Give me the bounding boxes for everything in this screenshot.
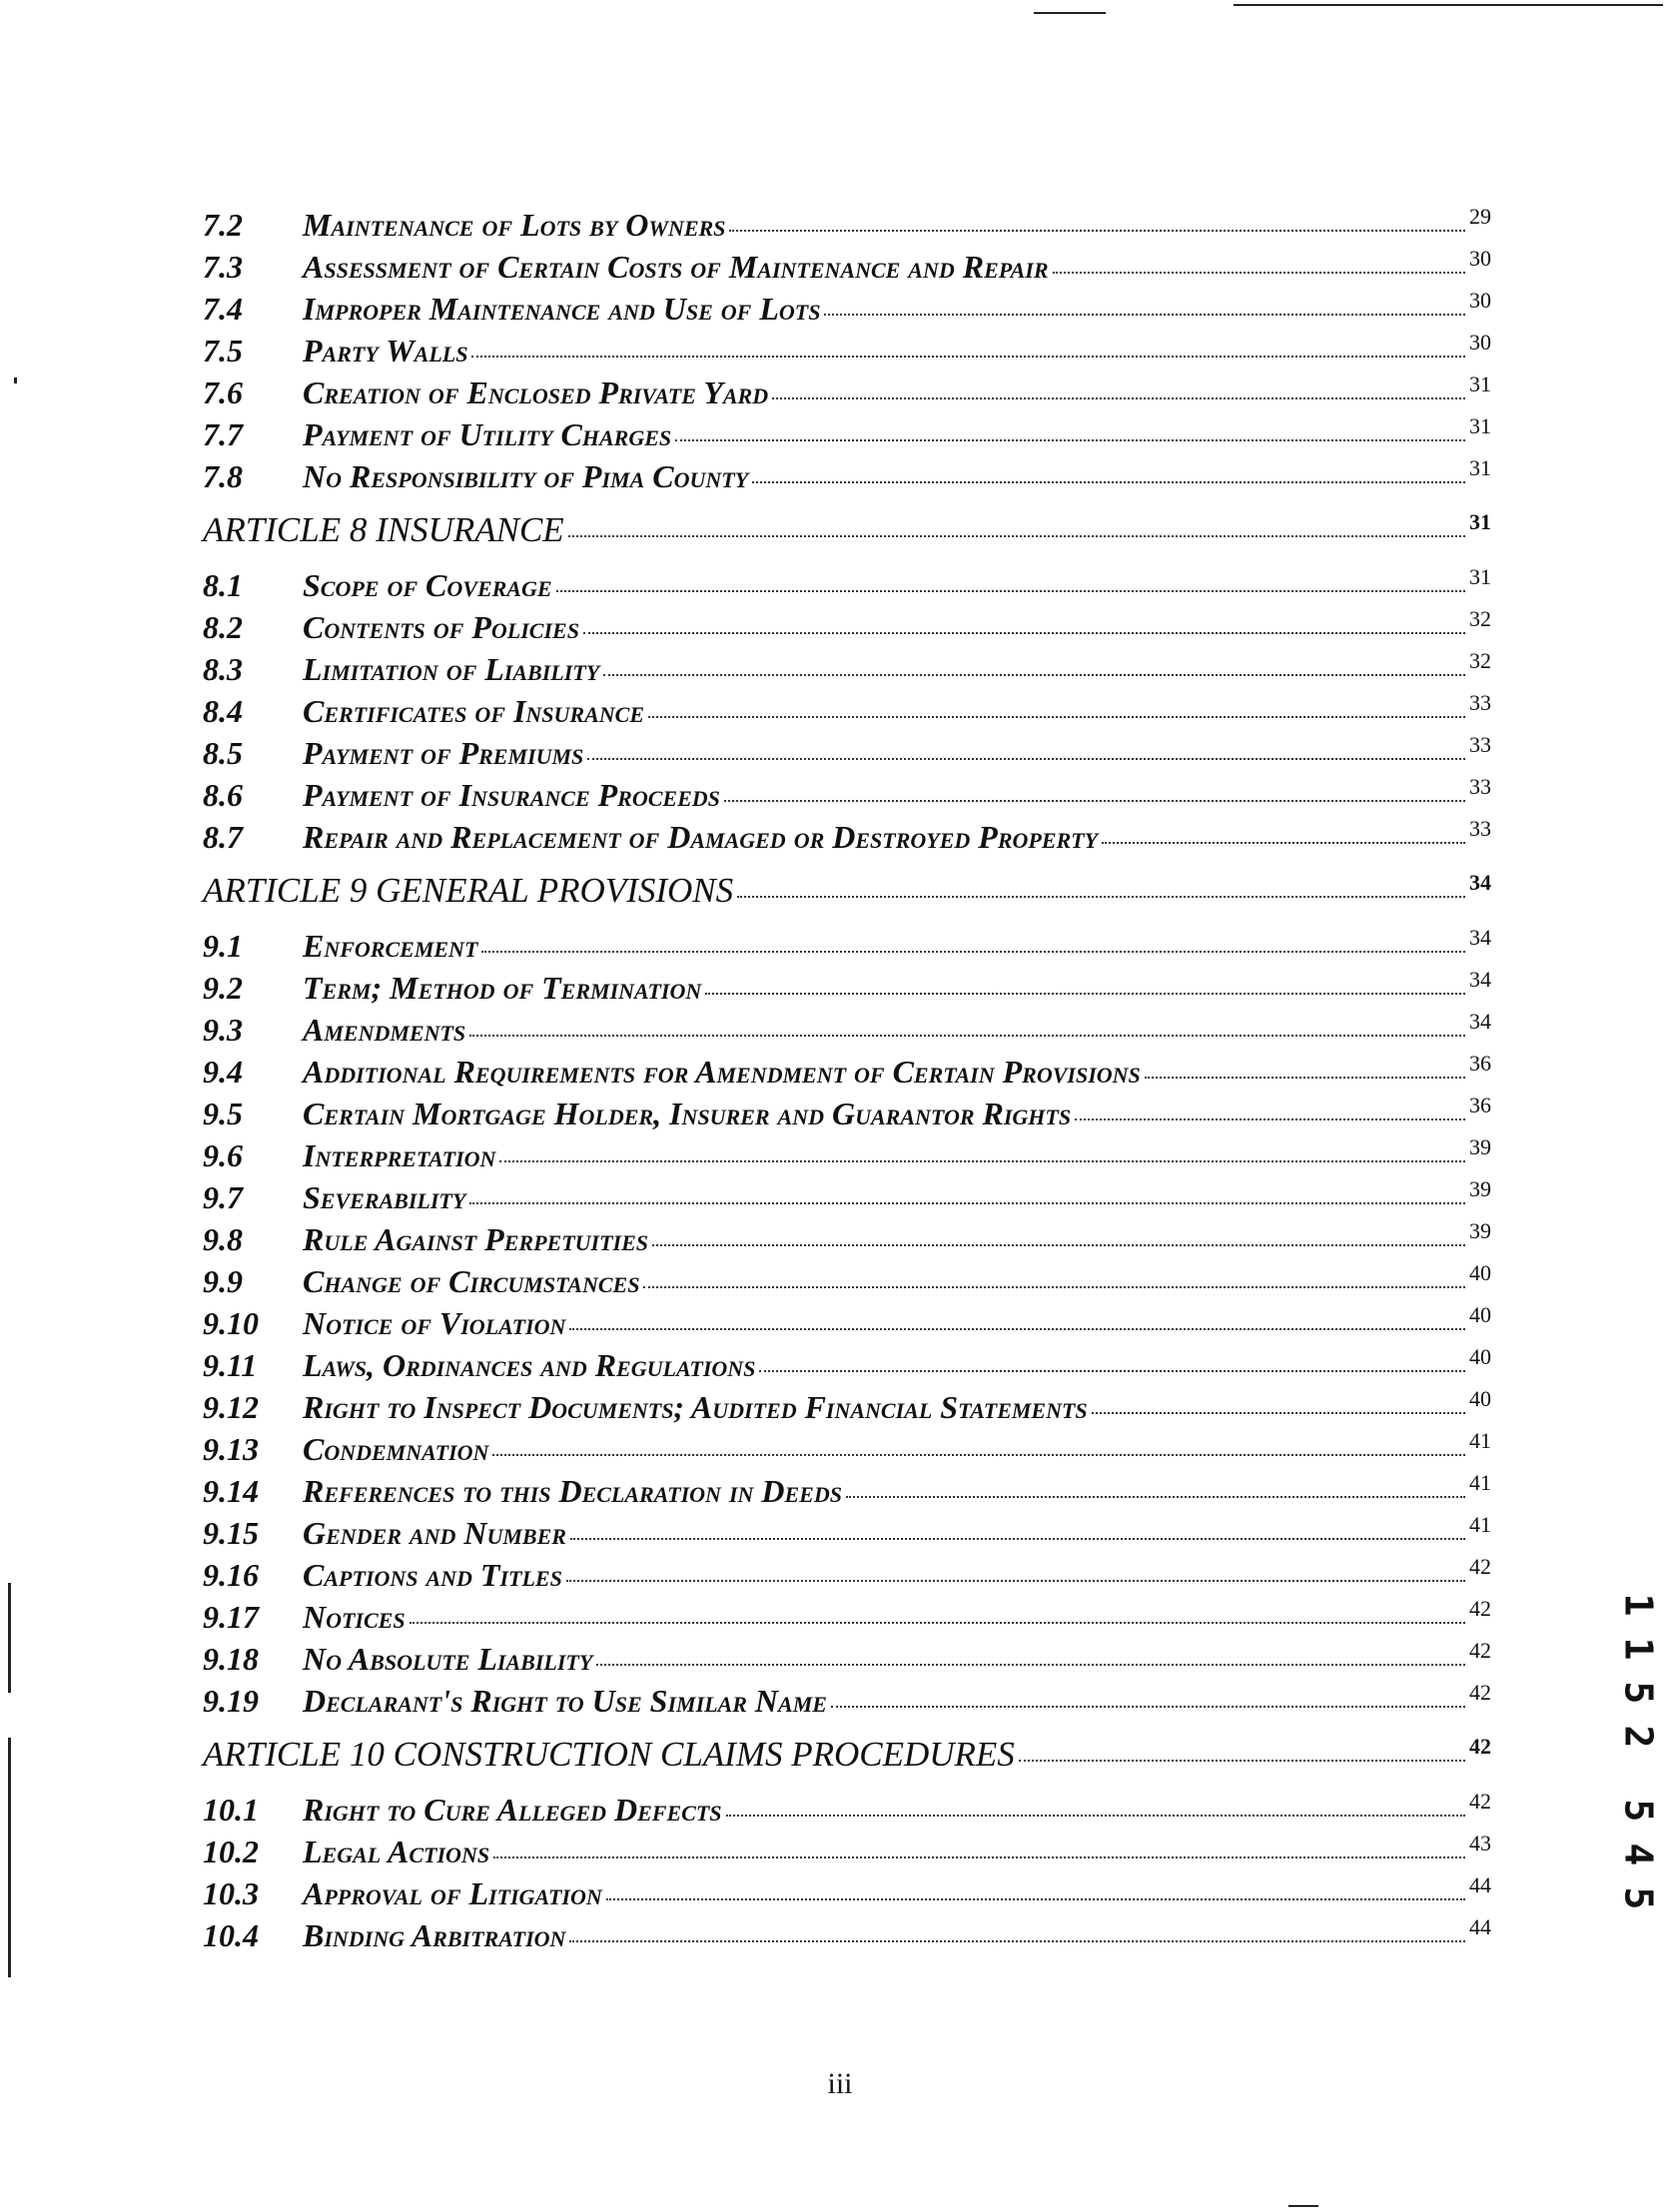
toc-entry: [203, 648, 1491, 693]
section-number: 9.9: [203, 1263, 243, 1299]
toc-article: [203, 871, 1491, 921]
toc-entry: [203, 1176, 1491, 1221]
dot-leader: [1075, 1118, 1465, 1120]
page-ref: 30: [1469, 330, 1491, 355]
dot-leader: [603, 674, 1465, 676]
toc-entry: [203, 246, 1491, 291]
section-number: 7.7: [203, 416, 243, 452]
section-title: Limitation of Liability: [303, 651, 600, 687]
dot-leader: [587, 758, 1465, 760]
section-title: Captions and Titles: [303, 1557, 562, 1593]
page-ref: 32: [1469, 648, 1491, 673]
page-ref: 40: [1469, 1302, 1491, 1327]
dot-leader: [606, 1898, 1465, 1900]
scan-line-bottom: [1288, 2205, 1318, 2207]
toc-entry: [203, 288, 1491, 333]
toc-entry: [203, 371, 1491, 416]
scan-line-top-right: [1234, 4, 1663, 6]
toc-entry: [203, 606, 1491, 651]
section-number: 9.3: [203, 1012, 243, 1048]
section-number: 9.16: [203, 1557, 259, 1593]
section-number: 9.6: [203, 1137, 243, 1173]
section-number: 9.10: [203, 1305, 259, 1341]
dot-leader: [846, 1496, 1465, 1498]
section-number: 8.4: [203, 693, 243, 729]
toc-entry: [203, 816, 1491, 861]
toc-entry: [203, 690, 1491, 735]
dot-leader: [469, 1035, 1465, 1037]
dot-leader: [1019, 1760, 1465, 1762]
section-title: Term; Method of Termination: [303, 970, 702, 1006]
dot-leader: [481, 951, 1465, 953]
page-ref: 33: [1469, 774, 1491, 799]
dot-leader: [469, 1202, 1465, 1204]
page-ref: 33: [1469, 690, 1491, 715]
dot-leader: [643, 1286, 1465, 1288]
dot-leader: [570, 1538, 1465, 1540]
toc-entry: [203, 1260, 1491, 1305]
section-title: Scope of Coverage: [303, 567, 552, 603]
page-ref: 34: [1469, 1009, 1491, 1034]
scan-line-left-lower: [8, 1738, 11, 1977]
dot-leader: [724, 800, 1465, 802]
section-number: 9.14: [203, 1473, 259, 1509]
page-ref: 32: [1469, 606, 1491, 631]
page-ref: 39: [1469, 1176, 1491, 1201]
stamp-char: 5: [1615, 1799, 1660, 1823]
toc-entry: [203, 925, 1491, 970]
section-title: References to this Declaration in Deeds: [303, 1473, 842, 1509]
section-number: 7.3: [203, 249, 243, 285]
page-ref: 31: [1469, 509, 1491, 534]
section-title: Repair and Replacement of Damaged or Destroyed Property: [303, 819, 1099, 855]
section-title: Enforcement: [303, 928, 478, 964]
section-number: 8.5: [203, 735, 243, 771]
toc-entry: [203, 1218, 1491, 1263]
dot-leader: [471, 356, 1465, 358]
toc-entry: [203, 330, 1491, 374]
toc-entry: [203, 1009, 1491, 1054]
dot-leader: [499, 1160, 1465, 1162]
section-title: Gender and Number: [303, 1515, 566, 1551]
stamp-char: 1: [1615, 1637, 1660, 1661]
toc-entry: [203, 1914, 1491, 1959]
section-title: Additional Requirements for Amendment of Certain Provisions: [303, 1054, 1141, 1090]
section-number: 9.15: [203, 1515, 259, 1551]
stamp-char: 2: [1615, 1725, 1660, 1749]
page-ref: 30: [1469, 246, 1491, 271]
section-title: Condemnation: [303, 1431, 489, 1467]
section-number: 10.3: [203, 1875, 259, 1911]
scan-line-top: [1034, 12, 1106, 14]
section-title: Change of Circumstances: [303, 1263, 640, 1299]
page-ref: 42: [1469, 1734, 1491, 1759]
toc-entry: [203, 1428, 1491, 1473]
toc-article: [203, 510, 1491, 560]
dot-leader: [772, 397, 1465, 399]
toc-entry: [203, 455, 1491, 500]
section-number: 10.1: [203, 1792, 259, 1828]
toc-entry: [203, 1831, 1491, 1875]
page-ref: 30: [1469, 288, 1491, 313]
toc-entry: [203, 1554, 1491, 1599]
dot-leader: [1092, 1412, 1465, 1414]
section-title: Party Walls: [303, 333, 468, 369]
section-title: No Responsibility of Pima County: [303, 458, 749, 494]
section-number: 8.2: [203, 609, 243, 645]
section-number: 7.6: [203, 374, 243, 410]
section-number: 9.2: [203, 970, 243, 1006]
dot-leader: [1102, 842, 1465, 844]
section-number: 9.17: [203, 1599, 259, 1635]
section-number: 9.18: [203, 1641, 259, 1677]
dot-leader: [569, 1940, 1465, 1942]
toc-entry: [203, 1470, 1491, 1515]
page-ref: 39: [1469, 1218, 1491, 1243]
section-title: Contents of Policies: [303, 609, 579, 645]
toc-entry: [203, 564, 1491, 609]
page-ref: 36: [1469, 1051, 1491, 1076]
page-ref: 42: [1469, 1789, 1491, 1814]
dot-leader: [1145, 1077, 1465, 1079]
toc-entry: [203, 1344, 1491, 1389]
toc-entry: [203, 967, 1491, 1012]
section-number: 10.2: [203, 1834, 259, 1869]
section-title: Rule Against Perpetuities: [303, 1221, 648, 1257]
article-title: ARTICLE 10 CONSTRUCTION CLAIMS PROCEDURES: [203, 1735, 1015, 1774]
toc-entry: [203, 1872, 1491, 1917]
section-title: Severability: [303, 1179, 466, 1215]
toc-entry: [203, 1638, 1491, 1683]
dot-leader: [648, 716, 1465, 718]
page-ref: 41: [1469, 1512, 1491, 1537]
page-ref: 31: [1469, 455, 1491, 480]
margin-stamp: [1615, 1583, 1660, 1920]
section-title: Notices: [303, 1599, 406, 1635]
section-number: 9.4: [203, 1054, 243, 1090]
dot-leader: [583, 632, 1465, 634]
page-ref: 29: [1469, 204, 1491, 229]
section-number: 7.8: [203, 458, 243, 494]
toc-entry: [203, 413, 1491, 458]
section-number: 8.1: [203, 567, 243, 603]
section-title: Right to Cure Alleged Defects: [303, 1792, 722, 1828]
section-title: Right to Inspect Documents; Audited Financial Statements: [303, 1389, 1088, 1425]
toc-entry: [203, 1512, 1491, 1557]
section-title: Amendments: [303, 1012, 466, 1048]
section-title: Approval of Litigation: [303, 1875, 602, 1911]
page-ref: 33: [1469, 732, 1491, 757]
table-of-contents: [203, 204, 1491, 1959]
scan-line-left: [8, 1583, 11, 1693]
article-title: ARTICLE 8 INSURANCE: [203, 510, 564, 549]
toc-article: [203, 1735, 1491, 1785]
section-title: Certain Mortgage Holder, Insurer and Guarantor Rights: [303, 1096, 1072, 1131]
dot-leader: [831, 1706, 1465, 1708]
toc-entry: [203, 1386, 1491, 1431]
section-title: Declarant's Right to Use Similar Name: [303, 1683, 827, 1719]
section-number: 10.4: [203, 1917, 259, 1953]
dot-leader: [705, 993, 1465, 995]
page-ref: 44: [1469, 1914, 1491, 1939]
page-ref: 42: [1469, 1554, 1491, 1579]
dot-leader: [752, 481, 1465, 483]
dot-leader: [652, 1244, 1465, 1246]
section-title: Assessment of Certain Costs of Maintenance and Repair: [303, 249, 1049, 285]
section-number: 9.13: [203, 1431, 259, 1467]
page-ref: 42: [1469, 1596, 1491, 1621]
dot-leader: [1053, 272, 1466, 274]
section-title: Binding Arbitration: [303, 1917, 566, 1953]
toc-entry: [203, 1302, 1491, 1347]
page-ref: 34: [1469, 967, 1491, 992]
section-title: Laws, Ordinances and Regulations: [303, 1347, 756, 1383]
dot-leader: [675, 439, 1465, 441]
page-ref: 34: [1469, 925, 1491, 950]
page-ref: 42: [1469, 1638, 1491, 1663]
article-title: ARTICLE 9 GENERAL PROVISIONS: [203, 871, 734, 910]
section-number: 9.8: [203, 1221, 243, 1257]
toc-entry: [203, 1680, 1491, 1725]
page-ref: 31: [1469, 564, 1491, 589]
section-number: 9.12: [203, 1389, 259, 1425]
section-number: 8.6: [203, 777, 243, 813]
section-title: Improper Maintenance and Use of Lots: [303, 291, 821, 327]
page-ref: 43: [1469, 1831, 1491, 1855]
dot-leader: [824, 314, 1465, 316]
section-number: 9.11: [203, 1347, 258, 1383]
section-title: No Absolute Liability: [303, 1641, 593, 1677]
section-title: Creation of Enclosed Private Yard: [303, 374, 769, 410]
page-ref: 31: [1469, 413, 1491, 438]
section-number: 9.1: [203, 928, 243, 964]
page-ref: 33: [1469, 816, 1491, 841]
toc-entry: [203, 732, 1491, 777]
section-title: Payment of Premiums: [303, 735, 584, 771]
section-number: 9.7: [203, 1179, 243, 1215]
toc-entry: [203, 204, 1491, 249]
page-number: iii: [827, 2067, 853, 2100]
stamp-char: 5: [1615, 1886, 1660, 1910]
toc-entry: [203, 1134, 1491, 1179]
section-title: Notice of Violation: [303, 1305, 566, 1341]
dot-leader: [492, 1454, 1465, 1456]
dot-leader: [410, 1622, 1465, 1624]
scan-tick-left: [14, 377, 17, 383]
page-ref: 34: [1469, 870, 1491, 895]
dot-leader: [566, 1580, 1465, 1582]
section-title: Certificates of Insurance: [303, 693, 645, 729]
stamp-char: 4: [1615, 1843, 1660, 1866]
dot-leader: [737, 896, 1465, 898]
page-ref: 41: [1469, 1470, 1491, 1495]
page-ref: 40: [1469, 1344, 1491, 1369]
toc-entry: [203, 1596, 1491, 1641]
page-ref: 42: [1469, 1680, 1491, 1705]
section-title: Maintenance of Lots by Owners: [303, 207, 726, 243]
dot-leader: [568, 535, 1465, 537]
page-ref: 40: [1469, 1386, 1491, 1411]
section-number: 8.7: [203, 819, 243, 855]
page-ref: 39: [1469, 1134, 1491, 1159]
section-number: 9.19: [203, 1683, 259, 1719]
dot-leader: [493, 1856, 1465, 1858]
dot-leader: [556, 590, 1465, 592]
dot-leader: [729, 230, 1465, 232]
section-number: 7.5: [203, 333, 243, 369]
toc-entry: [203, 774, 1491, 819]
dot-leader: [759, 1370, 1465, 1372]
section-number: 8.3: [203, 651, 243, 687]
dot-leader: [596, 1664, 1465, 1666]
section-title: Interpretation: [303, 1137, 496, 1173]
toc-entry: [203, 1789, 1491, 1834]
page-ref: 41: [1469, 1428, 1491, 1453]
toc-entry: [203, 1093, 1491, 1137]
stamp-char: 5: [1615, 1681, 1660, 1705]
dot-leader: [726, 1815, 1466, 1817]
section-number: 7.2: [203, 207, 243, 243]
page-ref: 44: [1469, 1872, 1491, 1897]
section-title: Payment of Utility Charges: [303, 416, 672, 452]
dot-leader: [569, 1328, 1465, 1330]
toc-entry: [203, 1051, 1491, 1096]
section-number: 9.5: [203, 1096, 243, 1131]
section-number: 7.4: [203, 291, 243, 327]
page-ref: 40: [1469, 1260, 1491, 1285]
section-title: Legal Actions: [303, 1834, 490, 1869]
page-ref: 31: [1469, 371, 1491, 396]
stamp-char: 1: [1615, 1593, 1660, 1617]
page-ref: 36: [1469, 1093, 1491, 1117]
section-title: Payment of Insurance Proceeds: [303, 777, 720, 813]
